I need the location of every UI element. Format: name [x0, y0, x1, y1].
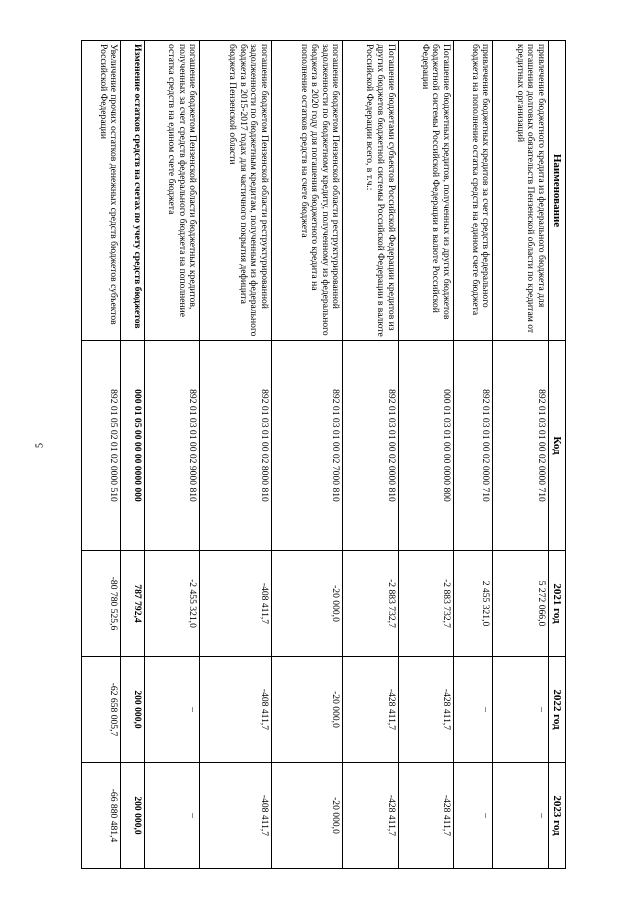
row-2023: -408 411,7 — [200, 763, 271, 869]
table-row — [200, 41, 271, 869]
table-row — [121, 41, 145, 869]
table-row — [398, 41, 453, 869]
row-2022: 200 000,0 — [121, 657, 145, 763]
row-2021: -2 883 732,7 — [398, 551, 453, 657]
table-row — [145, 41, 200, 869]
table-row — [343, 41, 398, 869]
row-2023: – — [493, 763, 548, 869]
row-2022: -408 411,7 — [200, 657, 271, 763]
row-code: 892 01 03 01 00 02 0000 810 — [343, 341, 398, 551]
row-2021: -20 000,0 — [271, 551, 342, 657]
header-2023: 2023 год — [548, 763, 565, 869]
header-2022: 2022 год — [548, 657, 565, 763]
rotated-table-container — [81, 40, 566, 868]
row-2022: – — [493, 657, 548, 763]
table-row — [271, 41, 342, 869]
row-name: погашение бюджетом Пензенской области реструктурированной задолженности по бюджетному кредиту, полученному из федерального бюджета в 2020 году для погашения бюджетного кредита на пополнение остатков средств на счете бюджета — [271, 41, 342, 341]
row-name: погашение бюджетом Пензенской области реструктурированной задолженности по бюджетным кредитам, полученным из федерального бюджета в 2015-2017 годах для частичного покрытия дефицита бюджета Пензенской области — [200, 41, 271, 341]
row-2021: -2 883 732,7 — [343, 551, 398, 657]
row-2022: -428 411,7 — [398, 657, 453, 763]
table-row — [493, 41, 548, 869]
row-name: Изменение остатков средств на счетах по учету средств бюджетов — [121, 41, 145, 341]
row-2021: 2 455 321,0 — [454, 551, 493, 657]
row-code: 892 01 03 01 00 02 7000 810 — [271, 341, 342, 551]
row-name: Погашение бюджетных кредитов, полученных из других бюджетов бюджетной системы Российской Федерации в валюте Российской Федерации — [398, 41, 453, 341]
row-2023: -428 411,7 — [398, 763, 453, 869]
row-2023: -428 411,7 — [343, 763, 398, 869]
row-name: Погашение бюджетами субъектов Российской Федерации кредитов из других бюджетов бюджетной системы Российской Федерации в валюте Российской Федерации всего, в т.ч.: — [343, 41, 398, 341]
row-2022: – — [145, 657, 200, 763]
row-2021: -408 411,7 — [200, 551, 271, 657]
row-code: 892 01 03 01 00 02 8000 810 — [200, 341, 271, 551]
table-row — [454, 41, 493, 869]
header-code: Код — [548, 341, 565, 551]
header-2021: 2021 год — [548, 551, 565, 657]
row-2023: -20 000,0 — [271, 763, 342, 869]
row-code: 892 01 03 01 00 02 0000 710 — [454, 341, 493, 551]
row-2022: -20 000,0 — [271, 657, 342, 763]
row-2022: – — [454, 657, 493, 763]
budget-sources-table — [81, 40, 566, 869]
row-2021: -2 455 321,0 — [145, 551, 200, 657]
row-code: 892 01 03 01 00 02 0000 710 — [493, 341, 548, 551]
table-row — [82, 41, 121, 869]
row-code: 892 01 03 01 00 02 9000 810 — [145, 341, 200, 551]
row-code: 892 01 05 02 01 02 0000 510 — [82, 341, 121, 551]
page-number: 5 — [34, 443, 46, 448]
row-name: привлечение бюджетных кредитов за счет средств федерального бюджета на пополнение остатка средств на едином счете бюджета — [454, 41, 493, 341]
row-2023: – — [454, 763, 493, 869]
row-2021: 5 272 066,0 — [493, 551, 548, 657]
row-name: привлечение бюджетного кредита из федерального бюджета для погашения долговых обязательств Пензенской области по кредитам от кредитных организаций — [493, 41, 548, 341]
row-2021: -80 780 525,6 — [82, 551, 121, 657]
header-name: Наименование — [548, 41, 565, 341]
row-code: 000 01 03 01 00 00 0000 800 — [398, 341, 453, 551]
row-2023: -66 880 481,4 — [82, 763, 121, 869]
row-2023: 200 000,0 — [121, 763, 145, 869]
row-name: Увеличение прочих остатков денежных средств бюджетов субъектов Российской Федерации — [82, 41, 121, 341]
row-2022: -428 411,7 — [343, 657, 398, 763]
row-2021: 787 792,4 — [121, 551, 145, 657]
table-header-row — [548, 41, 565, 869]
row-2022: -62 658 005,7 — [82, 657, 121, 763]
row-2023: – — [145, 763, 200, 869]
row-code: 000 01 05 00 00 00 0000 000 — [121, 341, 145, 551]
row-name: погашение бюджетом Пензенской области бюджетных кредитов, полученных за счет средств федерального бюджета на пополнение остатка средств на едином счете бюджета — [145, 41, 200, 341]
